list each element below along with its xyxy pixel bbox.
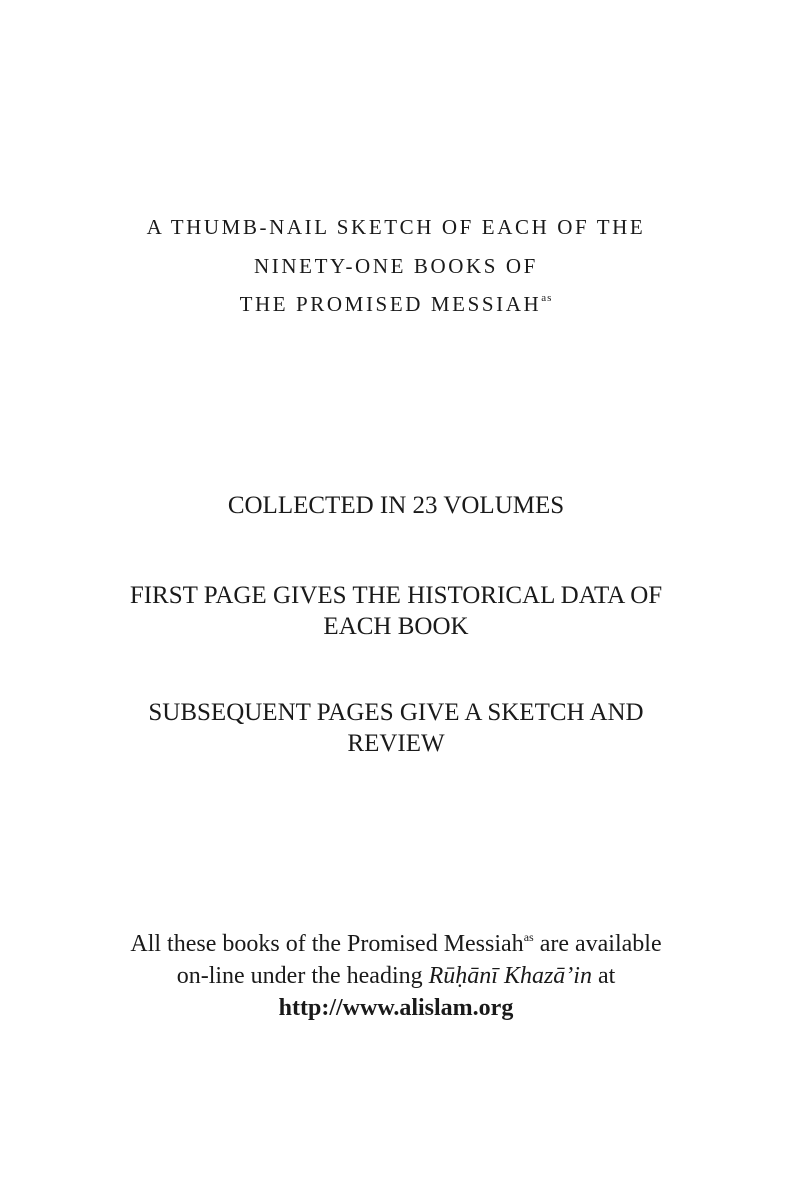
availability-line-1-suffix: are available: [533, 931, 662, 957]
availability-line-2-suffix: at: [591, 963, 616, 989]
title-block: [0, 208, 792, 324]
availability-line-2: [0, 960, 792, 992]
footer-honorific-superscript: as: [523, 930, 534, 944]
subsequent-pages-note-line-1: SUBSEQUENT PAGES GIVE A SKETCH AND: [148, 699, 644, 726]
first-page-note-line-2: EACH BOOK: [323, 613, 469, 640]
first-page-note: [0, 580, 792, 642]
availability-line-1: [0, 928, 792, 960]
title-line-1: A THUMB-NAIL SKETCH OF EACH OF THE: [146, 215, 646, 239]
first-page-note-line-1: FIRST PAGE GIVES THE HISTORICAL DATA OF: [129, 582, 663, 609]
availability-note: [0, 928, 792, 1024]
title-line-3-text: THE PROMISED MESSIAH: [239, 292, 542, 316]
availability-line-1-text: All these books of the Promised Messiah: [130, 931, 524, 957]
subsequent-pages-note-line-2: REVIEW: [347, 730, 445, 757]
title-line-3: [0, 285, 792, 324]
title-honorific-superscript: as: [541, 292, 553, 304]
collected-volumes-note: [0, 490, 792, 521]
subsequent-pages-note: [0, 697, 792, 759]
collected-volumes-text: COLLECTED IN 23 VOLUMES: [227, 492, 565, 519]
title-line-2: NINETY-ONE BOOKS OF: [254, 253, 538, 278]
availability-line-2-text: on-line under the heading: [176, 963, 429, 989]
alislam-url-link[interactable]: http://www.alislam.org: [278, 995, 514, 1021]
ruhani-khazain-title: Rūḥānī Khazā’in: [428, 963, 592, 989]
